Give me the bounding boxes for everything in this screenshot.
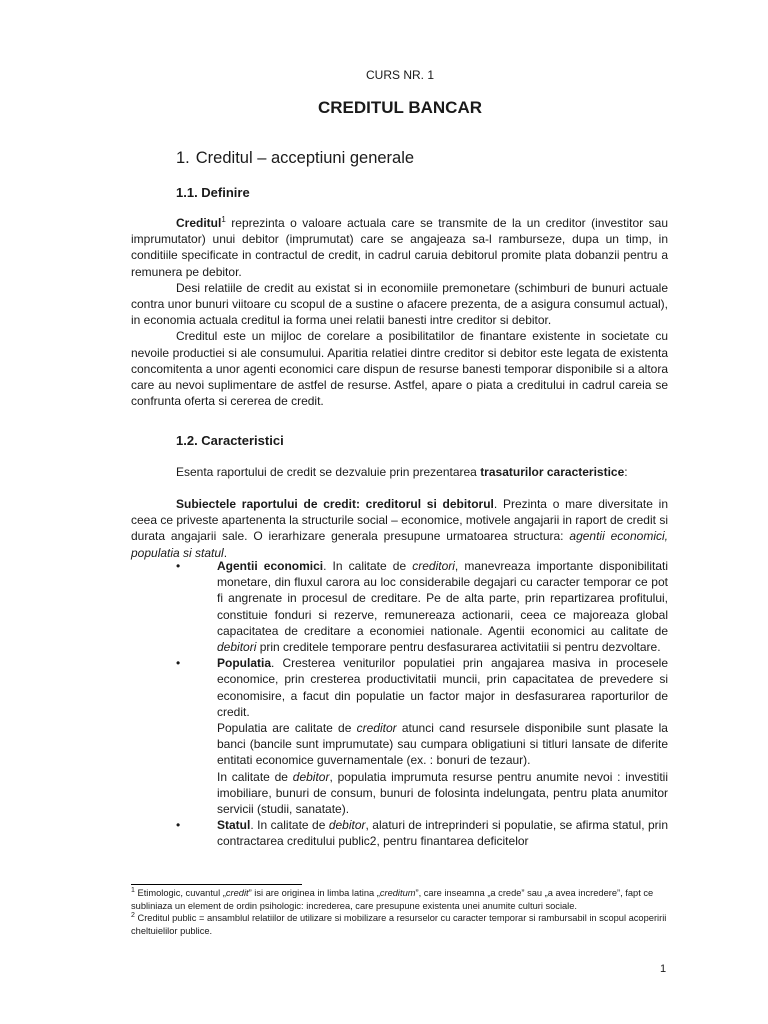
- emphasis-bold: Populatia: [217, 656, 272, 671]
- page-title: CREDITUL BANCAR: [317, 98, 482, 117]
- text-span: , manevreaza importante disponibilitati monetare, din fluxul carora au loc considerabile degajari cu caracter temporar ce pot fi angrenate in procesul de creditare. Pe de alta parte, prin repartizarea profitului, constituie fonduri si rezerve, remunereaza actionarii, ceea ce majoreaza global capacitatea de creditare a economiei nationale. Agentii economici au calitate de: [217, 559, 668, 638]
- footnotes: [131, 887, 668, 937]
- list-item-text: [217, 655, 668, 720]
- paragraph: [131, 215, 668, 280]
- emphasis-bold: Subiectele raportului de credit: creditorul si debitorul: [176, 497, 494, 511]
- emphasis-italic: creditum: [379, 888, 416, 898]
- page-number: 1: [660, 963, 667, 975]
- paragraph-text: . Prezinta o mare diversitate in ceea ce priveste apartenenta la structurile social – economice, motivele angajarii in raport de credit si durata angajarii sale. O ierarhizare generala presupune urmatoarea structura:: [131, 497, 668, 544]
- section-heading: [176, 149, 414, 168]
- subsection-heading-caracteristici: 1.2. Caracteristici: [176, 433, 284, 448]
- emphasis-italic: debitori: [217, 640, 257, 655]
- footnote-ref: 2: [369, 834, 377, 849]
- list-item-text: [217, 720, 668, 769]
- text-span: atunci cand resursele disponibile sunt plasate la banci (bancile sunt imprumutate) sau cumpara obligatiuni si titluri lansate de diferite entitati economice guvernamentale (ex. : bonuri de tezaur).: [217, 721, 668, 768]
- text-span: , alaturi de intreprinderi si populatie, se afirma statul, prin contractarea creditului public: [217, 818, 668, 849]
- paragraph: [131, 464, 668, 480]
- text-span: ” isi are originea in limba latina „: [248, 888, 380, 898]
- text-span: , pentru finantarea deficitelor: [376, 834, 529, 849]
- term-bold: Creditul: [176, 216, 222, 230]
- text-span: . Cresterea veniturilor populatiei prin angajarea masiva in procesele economice, prin cresterea productivitatii muncii, prin capacitatea de prevedere si economisire, a facut din populatie un factor major in desfasurarea raporturilor de credit.: [217, 656, 668, 719]
- section-title: Creditul – acceptiuni generale: [195, 149, 415, 167]
- list-item-statul: [176, 817, 668, 849]
- text-span: . In calitate de: [323, 559, 413, 573]
- paragraph: [131, 496, 668, 561]
- footnote-2: [131, 912, 668, 937]
- text-span: Etimologic, cuvantul „: [134, 888, 226, 898]
- list-item-text: [217, 558, 668, 655]
- text-span: prin creditele temporare pentru desfasurarea activitatiii si pentru dezvoltare.: [256, 640, 661, 655]
- footnote-marker: 1: [131, 886, 135, 894]
- footnote-marker: 2: [131, 911, 135, 919]
- list-item-text: [217, 817, 668, 849]
- list-item-agenti: [176, 558, 668, 655]
- subsection-heading-definire: 1.1. Definire: [176, 185, 250, 200]
- footnote-ref: 1: [221, 215, 226, 224]
- course-number: CURS NR. 1: [365, 68, 434, 82]
- paragraph-text: :: [624, 465, 628, 479]
- emphasis-italic: agentii economici, populatia si statul: [131, 529, 668, 560]
- footnote-1: [131, 887, 668, 912]
- paragraph: Creditul este un mijloc de corelare a posibilitatilor de finantare existente in societate cu nevoile productiei si ale consumului. Aparitia relatiei dintre creditor si debitor este legata de existenta concomitenta a unor agenti economici care dispun de resurse banesti temporar disponibile si a altora care au nevoi suplimentare de astfel de resurse. Astfel, apare o piata a creditului in cadrul careia se confrunta oferta si cererea de credit.: [131, 329, 668, 409]
- emphasis-italic: creditor: [356, 721, 397, 736]
- text-span: Populatia are calitate de: [217, 721, 357, 736]
- emphasis-bold: Agentii economici: [217, 559, 324, 573]
- emphasis-italic: creditori: [412, 559, 455, 573]
- paragraph-text: .: [223, 545, 228, 560]
- text-span: Creditul public = ansamblul relatiilor de utilizare si mobilizare a resurselor cu caracter temporar si rambursabil in scopul acoperirii cheltuielilor publice.: [131, 913, 667, 936]
- footnote-divider: [131, 884, 302, 885]
- paragraph-text: reprezinta o valoare actuala care se transmite de la un creditor (investitor sau imprumutator) unui debitor (imprumutat) care se angajeaza sa-l ramburseze, dupa un timp, in conditiile specificate in contractul de credit, in cadrul caruia debitorul promite plata dobanzii pentru a remunera pe debitor.: [131, 216, 668, 279]
- emphasis-bold: trasaturilor caracteristice: [480, 465, 625, 479]
- emphasis-bold: Statul: [217, 818, 251, 833]
- section-number: 1.: [176, 149, 190, 167]
- list-item-populatia: [176, 655, 668, 817]
- emphasis-italic: debitor: [328, 818, 366, 833]
- bullet-list: [176, 558, 668, 850]
- paragraph-text: Esenta raportului de credit se dezvaluie prin prezentarea: [176, 465, 481, 479]
- list-item-text: [217, 769, 668, 818]
- text-span: ”, care inseamna „a crede” sau „a avea incredere”, fapt ce subliniaza un element de ordin psihologic: increderea, care presupune existenta unei anumite culturi sociale.: [131, 888, 654, 911]
- subjects-paragraph: [131, 496, 668, 561]
- bullet-dot: •: [176, 818, 181, 833]
- bullet-dot: •: [176, 656, 181, 671]
- text-span: In calitate de: [217, 769, 293, 784]
- emphasis-italic: debitor: [292, 769, 330, 784]
- paragraph: Desi relatiile de credit au existat si in economiile premonetare (schimburi de bunuri actuale contra unor bunuri viitoare cu scopul de a sustine o afacere prezenta, de a asigura consumul actual), in economia actuala creditul ia forma unei relatii banesti intre creditor si debitor.: [131, 280, 668, 328]
- definition-text: [131, 215, 668, 409]
- characteristics-intro: [131, 464, 668, 480]
- text-span: . In calitate de: [250, 818, 329, 833]
- text-span: , populatia imprumuta resurse pentru anumite nevoi : investitii imobiliare, bunuri de consum, bunuri de folosinta indelungata, pentru plata anumitor servicii (studii, sanatate).: [217, 769, 668, 817]
- bullet-dot: •: [176, 559, 181, 573]
- emphasis-italic: credit: [225, 888, 249, 898]
